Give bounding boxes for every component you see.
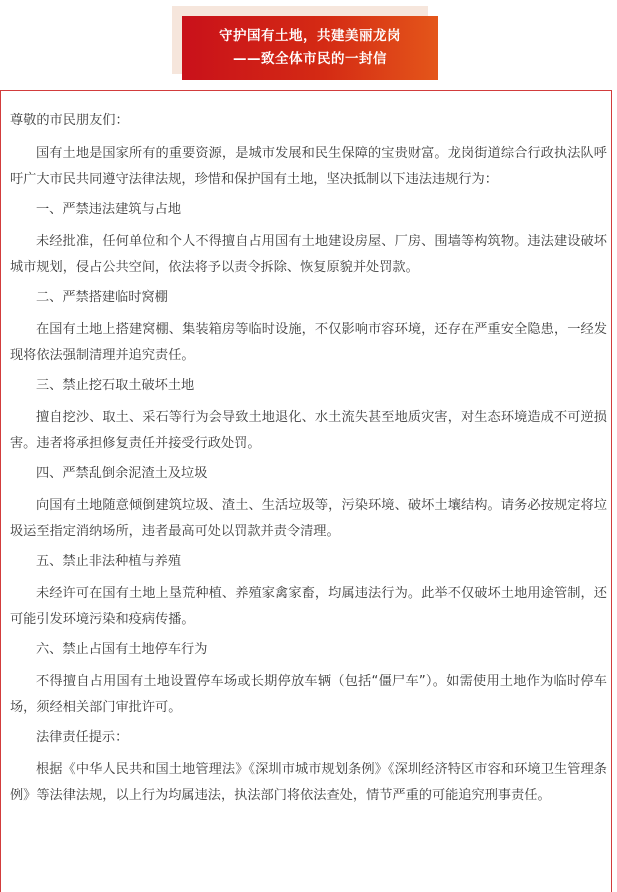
section-3 [10,373,607,457]
section-body: 不得擅自占用国有土地设置停车场或长期停放车辆（包括“僵尸车”）。如需使用土地作为临时停车场，须经相关部门审批许可。 [10,674,607,715]
title-banner [172,6,442,84]
legal-notice-body: 根据《中华人民共和国土地管理法》《深圳市城市规划条例》《深圳经济特区市容和环境卫生管理条例》等法律法规，以上行为均属违法，执法部门将依法查处，情节严重的可能追究刑事责任。 [10,762,607,803]
intro-paragraph: 国有土地是国家所有的重要资源，是城市发展和民生保障的宝贵财富。龙岗街道综合行政执法队呼吁广大市民共同遵守法律法规，珍惜和保护国有土地，坚决抵制以下违法违规行为： [10,146,607,187]
section-title: 二、严禁搭建临时窝棚 [36,290,168,305]
banner-title-line1: 守护国有土地，共建美丽龙岗 [219,28,401,44]
salutation: 尊敬的市民朋友们： [10,113,129,128]
section-2 [10,285,607,369]
section-5 [10,549,607,633]
section-4 [10,461,607,545]
section-body: 擅自挖沙、取土、采石等行为会导致土地退化、水土流失甚至地质灾害，对生态环境造成不可逆损害。违者将承担修复责任并接受行政处罚。 [10,410,607,451]
section-body: 未经批准，任何单位和个人不得擅自占用国有土地建设房屋、厂房、围墙等构筑物。违法建设破坏城市规划，侵占公共空间，依法将予以责令拆除、恢复原貌并处罚款。 [10,234,607,275]
section-title: 四、严禁乱倒余泥渣土及垃圾 [36,466,208,481]
section-title: 一、严禁违法建筑与占地 [36,202,182,217]
section-title: 三、禁止挖石取土破坏土地 [36,378,195,393]
section-title: 六、禁止占国有土地停车行为 [36,642,208,657]
section-body: 在国有土地上搭建窝棚、集装箱房等临时设施，不仅影响市容环境，还存在严重安全隐患，一经发现将依法强制清理并追究责任。 [10,322,607,363]
banner-title-line2: ——致全体市民的一封信 [233,51,387,67]
section-title: 五、禁止非法种植与养殖 [36,554,182,569]
letter-body [10,108,607,809]
section-body: 向国有土地随意倾倒建筑垃圾、渣土、生活垃圾等，污染环境、破坏土壤结构。请务必按规定将垃圾运至指定消纳场所，违者最高可处以罚款并责令清理。 [10,498,607,539]
section-1 [10,197,607,281]
section-6 [10,637,607,721]
section-body: 未经许可在国有土地上垦荒种植、养殖家禽家畜，均属违法行为。此举不仅破坏土地用途管制，还可能引发环境污染和疫病传播。 [10,586,607,627]
banner-box [182,16,438,80]
legal-notice-title: 法律责任提示： [36,730,129,745]
